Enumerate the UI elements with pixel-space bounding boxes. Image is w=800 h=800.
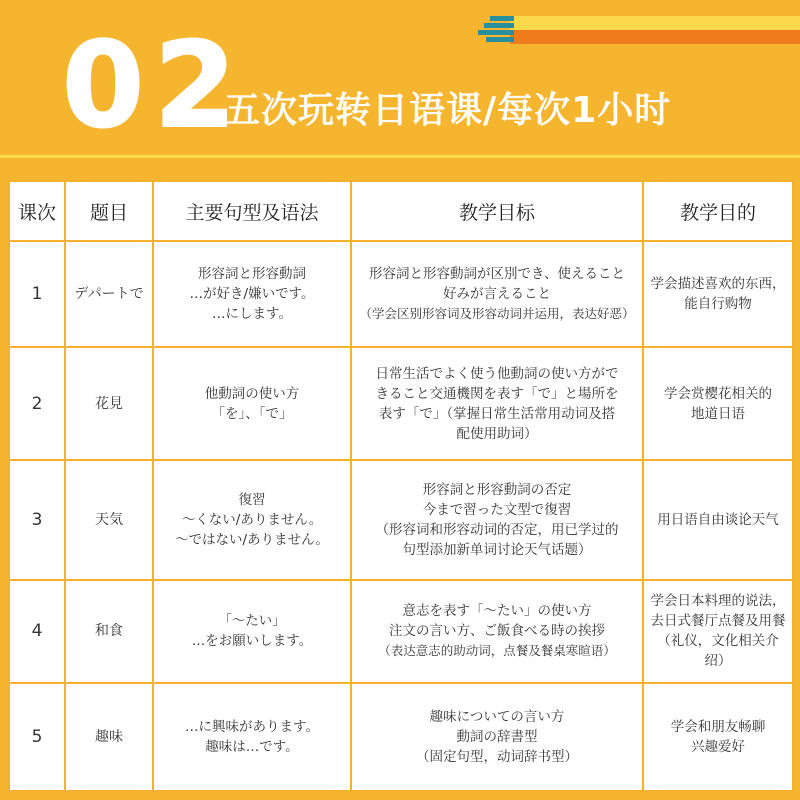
grammar-cell [153,241,351,347]
objective-line: 好みが言えること [443,286,551,303]
grammar-line: 形容詞と形容動詞 [198,266,306,283]
grammar-line: 趣味は…です。 [205,738,299,755]
table-row [9,347,793,459]
objective-line: 意志を表す「～たい」の使い方 [402,603,592,620]
table-row [9,580,793,682]
purpose-line: 能自行购物 [684,296,752,313]
divider [0,155,800,158]
purpose-line: 兴趣爱好 [691,738,745,755]
objective-line: （形容词和形容动词的否定，用已学过的 [375,522,619,538]
speed-lines-icon [472,14,514,50]
purpose-line: 地道日语 [691,405,745,422]
purpose-cell [643,580,793,682]
grammar-line: 「を」、「で」 [211,405,293,422]
grammar-line: …をお願いします。 [191,633,313,650]
column-header-lesson: 课次 [9,181,65,241]
lesson-number: 1 [9,241,65,347]
table-row [9,460,793,580]
column-header-topic: 题目 [65,181,153,241]
purpose-line: 用日语自由谈论天气 [657,512,779,528]
grammar-line: 「～たい」 [218,613,286,630]
table-row [9,241,793,347]
objective-line: 表す「で」（掌握日常生活常用动词及搭 [378,405,616,422]
objective-line: （学会区别形容词及形容动词并运用，表达好恶） [359,306,635,322]
objective-line: 今まで習った文型で復習 [422,502,572,518]
lesson-topic: デパートで [65,241,153,347]
lesson-number: 5 [9,683,65,791]
lesson-number: 2 [9,347,65,459]
table-row [9,683,793,791]
objective-line: （表达意志的助动词，点餐及餐桌寒暄语） [378,643,616,659]
objective-line: 注文の言い方、ご飯食べる時の挨拶 [389,623,605,640]
objective-line: （固定句型，动词辞书型） [416,748,578,765]
lesson-topic: 趣味 [65,683,153,791]
objective-line: 配使用助词） [456,425,538,442]
objectives-cell [351,460,643,580]
purpose-line: 学会描述喜欢的东西， [650,276,786,293]
purpose-line: （礼仪，文化相关介绍） [657,633,779,670]
grammar-line: …に興味があります。 [185,718,319,735]
purpose-line: 学会赏樱花相关的 [664,385,772,402]
objective-line: 句型添加新单词讨论天气话题） [402,542,592,558]
table-header-row [9,181,793,241]
grammar-cell [153,580,351,682]
objectives-cell [351,580,643,682]
lesson-topic: 和食 [65,580,153,682]
column-header-grammar: 主要句型及语法 [153,181,351,241]
purpose-line: 去日式餐厅点餐及用餐 [650,613,786,630]
section-number: 02 [62,16,247,154]
lesson-topic: 天気 [65,460,153,580]
grammar-cell [153,683,351,791]
purpose-cell [643,460,793,580]
purpose-cell [643,683,793,791]
purpose-cell [643,241,793,347]
objectives-cell [351,241,643,347]
decor-stripe-yellow [510,16,800,30]
objective-line: 形容詞と形容動詞が区別でき、使えること [369,266,625,283]
grammar-line: ～くない/ありません。 [181,512,323,528]
purpose-line: 学会日本料理的说法， [650,593,786,610]
purpose-cell [643,347,793,459]
lesson-topic: 花見 [65,347,153,459]
objectives-cell [351,683,643,791]
decor-stripe-orange [510,30,800,44]
column-header-objectives: 教学目标 [351,181,643,241]
grammar-line: 他動詞の使い方 [204,385,300,402]
grammar-line: 復習 [238,492,266,508]
objective-line: 形容詞と形容動詞の否定 [422,482,572,498]
objective-line: 日常生活でよく使う他動詞の使い方がで [375,365,619,382]
objective-line: 趣味についての言い方 [429,708,565,725]
lesson-table [8,180,792,792]
lesson-number: 4 [9,580,65,682]
grammar-line: …にします。 [212,306,292,323]
grammar-cell [153,460,351,580]
objectives-cell [351,347,643,459]
objective-line: 動詞の辞書型 [456,728,538,745]
grammar-line: ～ではない/ありません。 [175,532,329,548]
grammar-cell [153,347,351,459]
lesson-number: 3 [9,460,65,580]
purpose-line: 学会和朋友畅聊 [670,718,766,735]
page-title: 五次玩转日语课/每次1小时 [224,90,672,131]
objective-line: きること交通機関を表す「で」と場所を [375,385,619,402]
column-header-purpose: 教学目的 [643,181,793,241]
grammar-line: …が好き/嫌いです。 [189,286,315,303]
